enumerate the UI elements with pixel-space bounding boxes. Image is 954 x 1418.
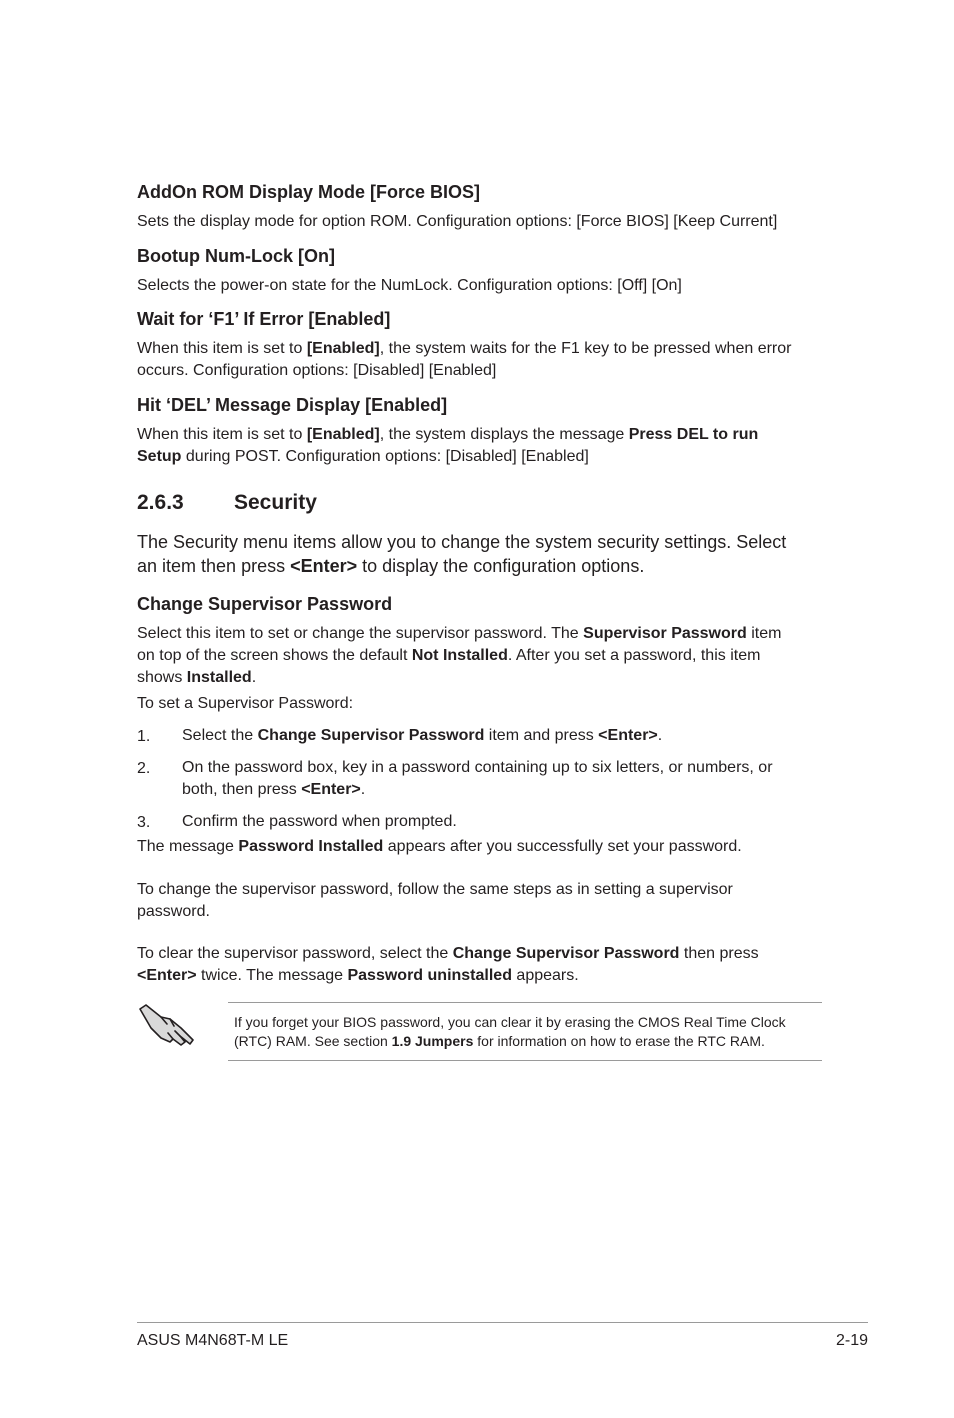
wait-f1-desc: When this item is set to [Enabled], the system waits for the F1 key to be pressed when error occurs. Configuration options: [Disabled] [Enabled] xyxy=(137,340,792,379)
numlock-heading: Bootup Num-Lock [On] xyxy=(137,246,335,266)
change-supervisor-heading: Change Supervisor Password xyxy=(137,594,393,614)
wait-f1-heading: Wait for ‘F1’ If Error [Enabled] xyxy=(137,309,391,329)
clear-password-text: To clear the supervisor password, select the Change Supervisor Password then press <Enter> twice. The message Password uninstalled appears. xyxy=(137,945,759,984)
addon-rom-desc: Sets the display mode for option ROM. Configuration options: [Force BIOS] [Keep Current] xyxy=(137,213,778,230)
step-number: 1. xyxy=(137,728,151,745)
to-set-label: To set a Supervisor Password: xyxy=(137,695,354,712)
step-text: On the password box, key in a password containing up to six letters, or numbers, or both, then press <Enter>. xyxy=(182,759,773,798)
step-number: 3. xyxy=(137,814,151,831)
footer-product: ASUS M4N68T-M LE xyxy=(137,1332,289,1349)
footer-page-number: 2-19 xyxy=(835,1332,868,1349)
addon-rom-heading: AddOn ROM Display Mode [Force BIOS] xyxy=(137,182,481,202)
change-password-text: To change the supervisor password, follow the same steps as in setting a supervisor password. xyxy=(137,881,733,920)
hit-del-desc: When this item is set to [Enabled], the system displays the message Press DEL to run Setup during POST. Configuration options: [Disabled] [Enabled] xyxy=(137,426,759,465)
installed-message: The message Password Installed appears after you successfully set your password. xyxy=(137,838,742,855)
supervisor-desc: Select this item to set or change the supervisor password. The Supervisor Password item on top of the screen shows the default Not Installed. After you set a password, this item shows Installed. xyxy=(137,625,782,686)
step-text: Select the Change Supervisor Password item and press <Enter>. xyxy=(182,727,663,744)
note-text: If you forget your BIOS password, you can clear it by erasing the CMOS Real Time Clock (RTC) RAM. See section 1.9 Jumpers for information on how to erase the RTC RAM. xyxy=(234,1014,786,1049)
step-number: 2. xyxy=(137,760,151,777)
step-text: Confirm the password when prompted. xyxy=(182,813,457,830)
hit-del-heading: Hit ‘DEL’ Message Display [Enabled] xyxy=(137,395,448,415)
section-intro: The Security menu items allow you to change the system security settings. Select an item then press <Enter> to display the configuration options. xyxy=(137,532,787,576)
note-bottom-rule xyxy=(228,1060,822,1061)
numlock-desc: Selects the power-on state for the NumLock. Configuration options: [Off] [On] xyxy=(137,277,682,294)
footer-rule xyxy=(137,1322,868,1323)
pointing-hand-icon xyxy=(137,1002,199,1048)
note-top-rule xyxy=(228,1002,822,1003)
section-title: Security xyxy=(234,491,317,514)
section-number: 2.6.3 xyxy=(137,491,184,514)
